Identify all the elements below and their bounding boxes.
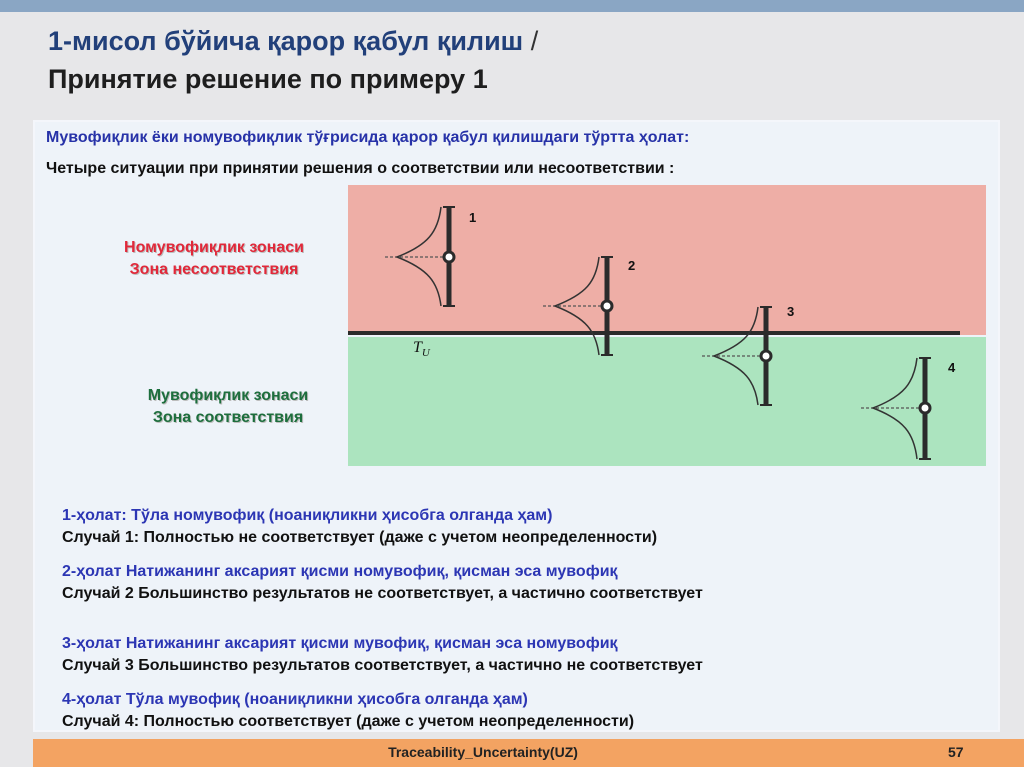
case-1-marker: 1 [469,210,477,225]
footer-bar [33,739,1024,767]
limit-label: $T_U$ [413,339,430,359]
footer-text: Traceability_Uncertainty(UZ) [388,744,578,760]
conformity-label-ru: Зона соответствия [152,409,304,426]
measurement-case-2 [543,257,635,355]
nonconformity-label-ru: Зона несоответствия [129,261,299,278]
case-4-uz: 4-ҳолат Тўла мувофиқ (ноаниқликни ҳисобга олганда ҳам) [62,691,528,708]
case-2-uz: 2-ҳолат Натижанинг аксарият қисми номувофиқ, қисман эса мувофиқ [62,563,618,580]
case-1-uz: 1-ҳолат: Тўла номувофиқ (ноаниқликни ҳисобга олганда ҳам) [62,507,553,524]
case-4-description [62,689,982,733]
case-3-marker: 3 [787,304,795,319]
measurement-case-1 [385,207,476,306]
case-3-uz: 3-ҳолат Натижанинг аксарият қисми мувофиқ, қисман эса номувофиқ [62,635,618,652]
case-2-ru: Случай 2 Большинство результатов не соответствует, а частично соответствует [62,585,703,602]
conformity-label-uz: Мувофиқлик зонаси [147,387,309,404]
case-3-ru: Случай 3 Большинство результатов соответствует, а частично не соответствует [62,657,703,674]
case-1-description [62,505,982,549]
measurement-case-3 [702,304,794,405]
intro-uz: Мувофиқлик ёки номувофиқлик тўғрисида қарор қабул қилишдаги тўртта ҳолат: [46,129,690,146]
case-2-description [62,561,982,605]
case-descriptions [62,505,982,745]
case-4-ru: Случай 4: Полностью соответствует (даже с учетом неопределенности) [62,713,635,730]
case-1-ru: Случай 1: Полностью не соответствует (даже с учетом неопределенности) [62,529,658,546]
nonconformity-label-uz: Номувофиқлик зонаси [124,239,304,256]
case-4-marker: 4 [948,360,956,375]
title-line-ru: Принятие решение по примеру 1 [48,64,488,94]
case-3-description [62,633,982,677]
intro-ru: Четыре ситуации при принятии решения о соответствии или несоответствии : [46,160,675,177]
title-line-uz: 1-мисол бўйича қарор қабул қилиш [48,26,524,56]
title-separator: / [523,26,539,56]
page-number: 57 [948,744,964,760]
measurement-case-4 [861,358,956,459]
case-2-marker: 2 [628,258,636,273]
